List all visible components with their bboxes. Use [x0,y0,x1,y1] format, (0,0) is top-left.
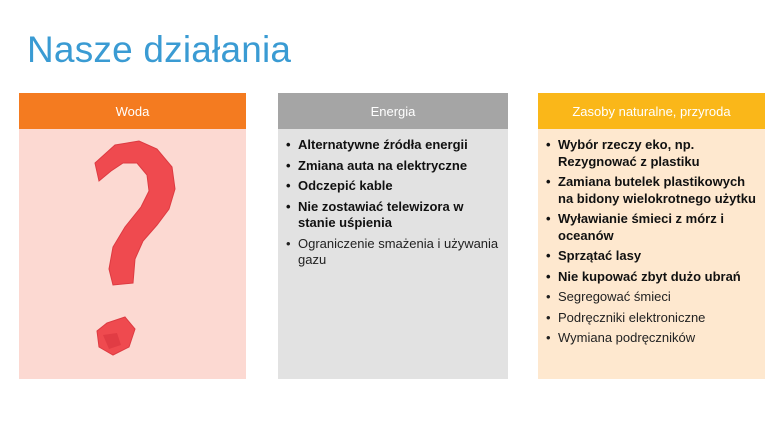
list-item: • Wyławianie śmieci z mórz i oceanów [546,211,759,244]
list-item: • Wymiana podręczników [546,330,759,347]
list-item: • Odczepić kable [286,178,502,195]
list-item: • Wybór rzeczy eko, np. Rezygnować z plastiku [546,137,759,170]
column-header-energia: Energia [278,93,508,129]
list-item: • Podręczniki elektroniczne [546,310,759,327]
column-woda [19,93,246,379]
list-item: • Zamiana butelek plastikowych na bidony wielokrotnego użytku [546,174,759,207]
list-item: • Alternatywne źródła energii [286,137,502,154]
question-mark-icon [77,133,187,373]
column-body-woda [19,129,246,379]
column-header-zasoby: Zasoby naturalne, przyroda [538,93,765,129]
slide-title: Nasze działania [27,29,292,70]
energia-list [278,129,508,269]
list-item: • Ograniczenie smażenia i używania gazu [286,236,502,269]
list-item: • Nie zostawiać telewizora w stanie uśpienia [286,199,502,232]
list-item: • Sprzątać lasy [546,248,759,265]
column-energia [278,93,508,379]
column-zasoby [538,93,765,379]
column-body-zasoby [538,129,765,379]
list-item: • Nie kupować zbyt dużo ubrań [546,269,759,286]
column-header-woda: Woda [19,93,246,129]
zasoby-list [538,129,765,347]
column-body-energia [278,129,508,379]
list-item: • Segregować śmieci [546,289,759,306]
list-item: • Zmiana auta na elektryczne [286,158,502,175]
